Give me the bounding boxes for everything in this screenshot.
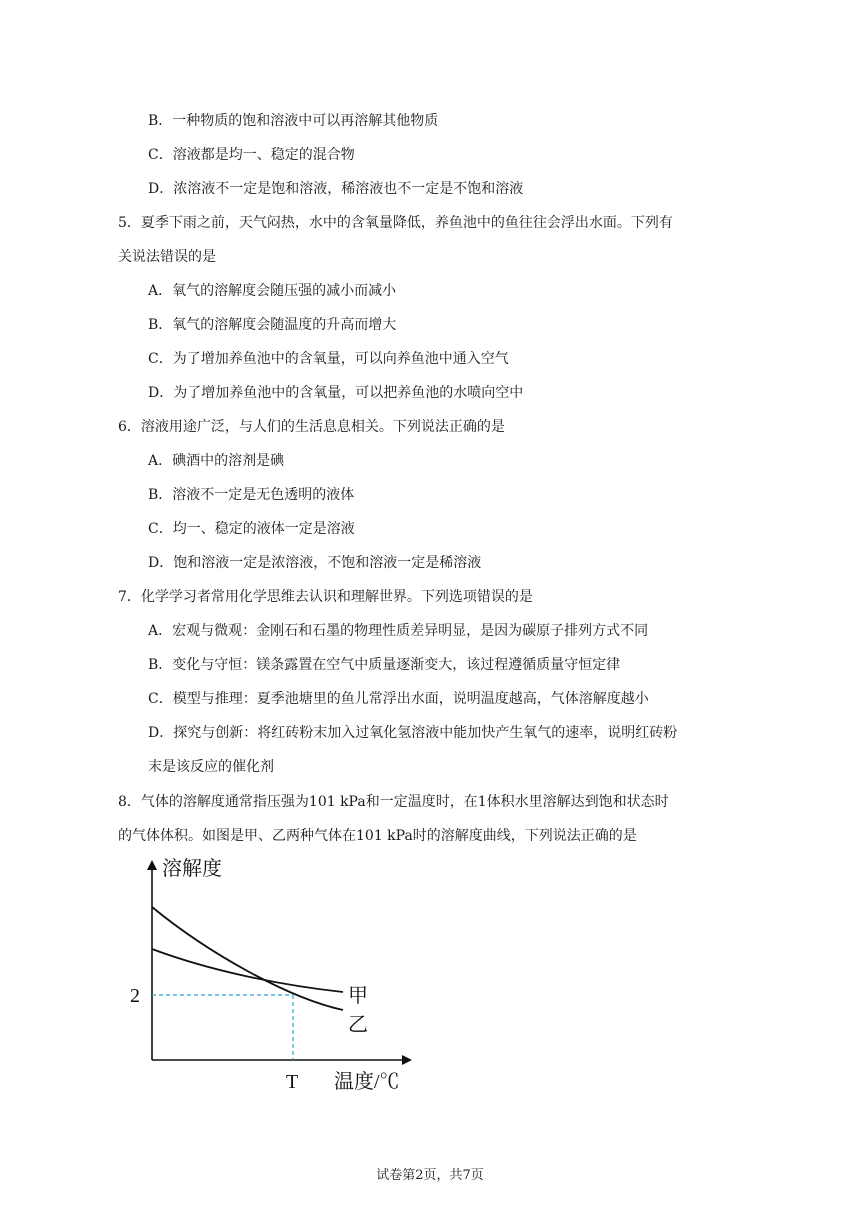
q6-option-a: A．碘酒中的溶剂是碘 <box>148 453 285 469</box>
x-mark-label: T <box>286 1071 299 1093</box>
series-label-jia: 甲 <box>348 985 368 1007</box>
q7-stem: 7．化学学习者常用化学思维去认识和理解世界。下列选项错误的是 <box>118 589 533 605</box>
q5-stem-line1: 5．夏季下雨之前，天气闷热，水中的含氧量降低，养鱼池中的鱼往往会浮出水面。下列有 <box>118 215 673 231</box>
q5-stem-line2: 关说法错误的是 <box>118 249 216 265</box>
y-mark-label: 2 <box>130 985 140 1007</box>
q8-stem-line2: 的气体体积。如图是甲、乙两种气体在101 kPa时的溶解度曲线，下列说法正确的是 <box>118 828 637 844</box>
y-axis-label: 溶解度 <box>162 858 222 880</box>
q5-option-a: A．氧气的溶解度会随压强的减小而减小 <box>148 283 397 299</box>
q4-option-d: D．浓溶液不一定是饱和溶液，稀溶液也不一定是不饱和溶液 <box>148 181 524 197</box>
q5-option-c: C．为了增加养鱼池中的含氧量，可以向养鱼池中通入空气 <box>148 351 509 367</box>
q4-option-b: B．一种物质的饱和溶液中可以再溶解其他物质 <box>148 113 439 129</box>
solubility-curve-figure <box>118 848 428 1098</box>
q6-stem: 6．溶液用途广泛，与人们的生活息息相关。下列说法正确的是 <box>118 419 505 435</box>
x-axis-label: 温度/℃ <box>334 1071 400 1093</box>
q5-option-d: D．为了增加养鱼池中的含氧量，可以把养鱼池的水喷向空中 <box>148 385 524 401</box>
q7-option-c: C．模型与推理：夏季池塘里的鱼儿常浮出水面，说明温度越高，气体溶解度越小 <box>148 691 649 707</box>
q6-option-b: B．溶液不一定是无色透明的液体 <box>148 487 355 503</box>
q6-option-c: C．均一、稳定的液体一定是溶液 <box>148 521 355 537</box>
q7-option-d-line2: 末是该反应的催化剂 <box>148 759 274 775</box>
q6-option-d: D．饱和溶液一定是浓溶液，不饱和溶液一定是稀溶液 <box>148 555 482 571</box>
q5-option-b: B．氧气的溶解度会随温度的升高而增大 <box>148 317 397 333</box>
q8-stem-line1: 8．气体的溶解度通常指压强为101 kPa和一定温度时，在1体积水里溶解达到饱和状态时 <box>118 794 669 810</box>
q7-option-b: B．变化与守恒：镁条露置在空气中质量逐渐变大，该过程遵循质量守恒定律 <box>148 657 621 673</box>
series-label-yi: 乙 <box>348 1014 368 1036</box>
q4-option-c: C．溶液都是均一、稳定的混合物 <box>148 147 355 163</box>
page-footer: 试卷第2页，共7页 <box>376 1168 484 1183</box>
q7-option-d-line1: D．探究与创新：将红砖粉末加入过氧化氢溶液中能加快产生氧气的速率，说明红砖粉 <box>148 725 678 741</box>
q7-option-a: A．宏观与微观：金刚石和石墨的物理性质差异明显，是因为碳原子排列方式不同 <box>148 623 649 639</box>
